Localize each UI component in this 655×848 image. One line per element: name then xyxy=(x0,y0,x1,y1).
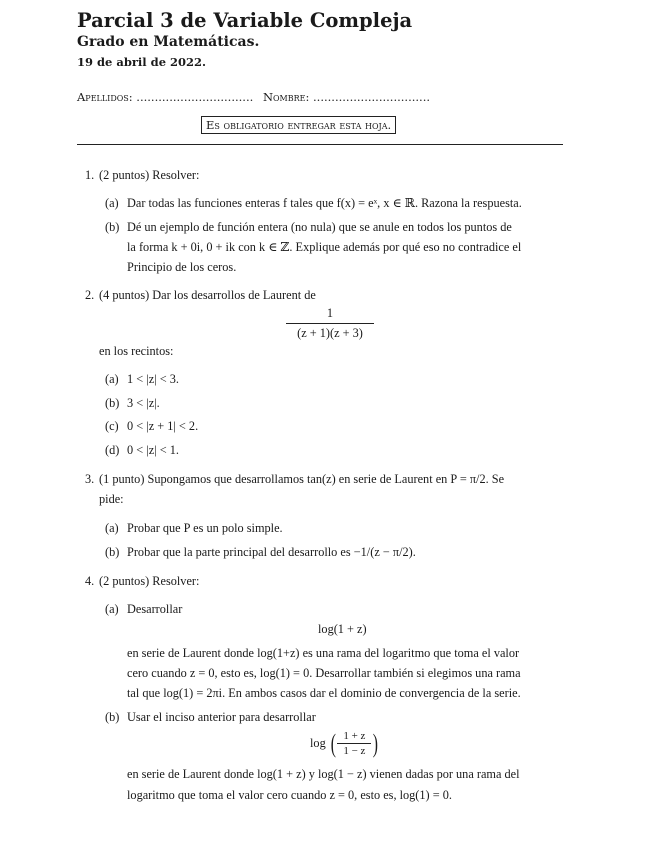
problem-3a-text: Probar que P es un polo simple. xyxy=(127,521,283,535)
header-rule xyxy=(77,144,563,145)
problem-4-number: 4. xyxy=(85,574,95,588)
exam-subtitle: Grado en Matemáticas. xyxy=(77,34,260,50)
problem-4a-text: Desarrollar xyxy=(127,602,183,616)
exam-date: 19 de abril de 2022. xyxy=(77,55,207,69)
problem-3-intro-line2: pide: xyxy=(99,492,124,506)
right-paren: ) xyxy=(373,728,379,758)
problem-4-intro: (2 puntos) Resolver: xyxy=(99,574,200,588)
name-fields xyxy=(77,90,430,104)
log-prefix: log xyxy=(310,736,326,750)
name-blank[interactable]: ................................ xyxy=(313,90,431,104)
exam-title: Parcial 3 de Variable Compleja xyxy=(77,9,413,32)
problem-4a-label: (a) xyxy=(105,602,119,616)
problem-2a-label: (a) xyxy=(105,372,119,386)
problem-1-number: 1. xyxy=(85,168,95,182)
problem-1a-label: (a) xyxy=(105,196,119,210)
problem-2-after: en los recintos: xyxy=(99,344,174,358)
problem-3b-label: (b) xyxy=(105,545,120,559)
problem-3-number: 3. xyxy=(85,472,95,486)
problem-4a-after-line2: cero cuando z = 0, esto es, log(1) = 0. Desarrollar también si elegimos una rama xyxy=(127,666,521,680)
problem-3a-label: (a) xyxy=(105,521,119,535)
log-fraction xyxy=(337,730,371,757)
problem-3b-text: Probar que la parte principal del desarrollo es −1/(z − π/2). xyxy=(127,545,416,559)
problem-3-intro-line1: (1 punto) Supongamos que desarrollamos tan(z) en serie de Laurent en P = π/2. Se xyxy=(99,472,505,486)
problem-4a-after-line1: en serie de Laurent donde log(1+z) es una rama del logaritmo que toma el valor xyxy=(127,646,520,660)
problem-4b-formula xyxy=(310,730,380,757)
problem-2-formula xyxy=(286,306,374,341)
problem-1a-text: Dar todas las funciones enteras f tales que f(x) = eˣ, x ∈ ℝ. Razona la respuesta. xyxy=(127,196,522,210)
problem-1b-line3: Principio de los ceros. xyxy=(127,260,237,274)
problem-2b-label: (b) xyxy=(105,396,120,410)
formula-numerator: 1 xyxy=(326,306,334,320)
fraction-bar xyxy=(286,323,374,324)
notice-box: Es obligatorio entregar esta hoja. xyxy=(201,116,396,134)
log-denominator: 1 − z xyxy=(343,745,366,757)
problem-2b-text: 3 < |z|. xyxy=(127,396,160,410)
problem-4b-after-line1: en serie de Laurent donde log(1 + z) y log(1 − z) vienen dadas por una rama del xyxy=(127,767,520,781)
name-label: Nombre: xyxy=(262,90,310,104)
problem-1b-label: (b) xyxy=(105,220,120,234)
problem-2d-label: (d) xyxy=(105,443,120,457)
problem-4b-text: Usar el inciso anterior para desarrollar xyxy=(127,710,316,724)
problem-2d-text: 0 < |z| < 1. xyxy=(127,443,179,457)
problem-2c-label: (c) xyxy=(105,419,119,433)
problem-1b-line2: la forma k + 0i, 0 + ik con k ∈ ℤ. Explique además por qué eso no contradice el xyxy=(127,240,522,254)
problem-2-number: 2. xyxy=(85,288,95,302)
problem-4b-after-line2: logaritmo que toma el valor cero cuando z = 0, esto es, log(1) = 0. xyxy=(127,788,452,802)
problem-2a-text: 1 < |z| < 3. xyxy=(127,372,179,386)
problem-4a-after-line3: tal que log(1) = 2πi. En ambos casos dar el dominio de convergencia de la serie. xyxy=(127,686,521,700)
log-fraction-bar xyxy=(337,743,371,744)
problem-1b-line1: Dé un ejemplo de función entera (no nula) que se anule en todos los puntos de xyxy=(127,220,512,234)
formula-denominator: (z + 1)(z + 3) xyxy=(297,326,363,340)
problem-2-intro: (4 puntos) Dar los desarrollos de Laurent de xyxy=(99,288,316,302)
surname-label: Apellidos: xyxy=(77,90,133,104)
problem-2c-text: 0 < |z + 1| < 2. xyxy=(127,419,199,433)
problem-1-intro: (2 puntos) Resolver: xyxy=(99,168,200,182)
surname-blank[interactable]: ................................ xyxy=(136,90,254,104)
log-numerator: 1 + z xyxy=(343,730,366,742)
problem-4a-formula: log(1 + z) xyxy=(318,622,367,636)
left-paren: ( xyxy=(330,728,336,758)
problem-4b-label: (b) xyxy=(105,710,120,724)
